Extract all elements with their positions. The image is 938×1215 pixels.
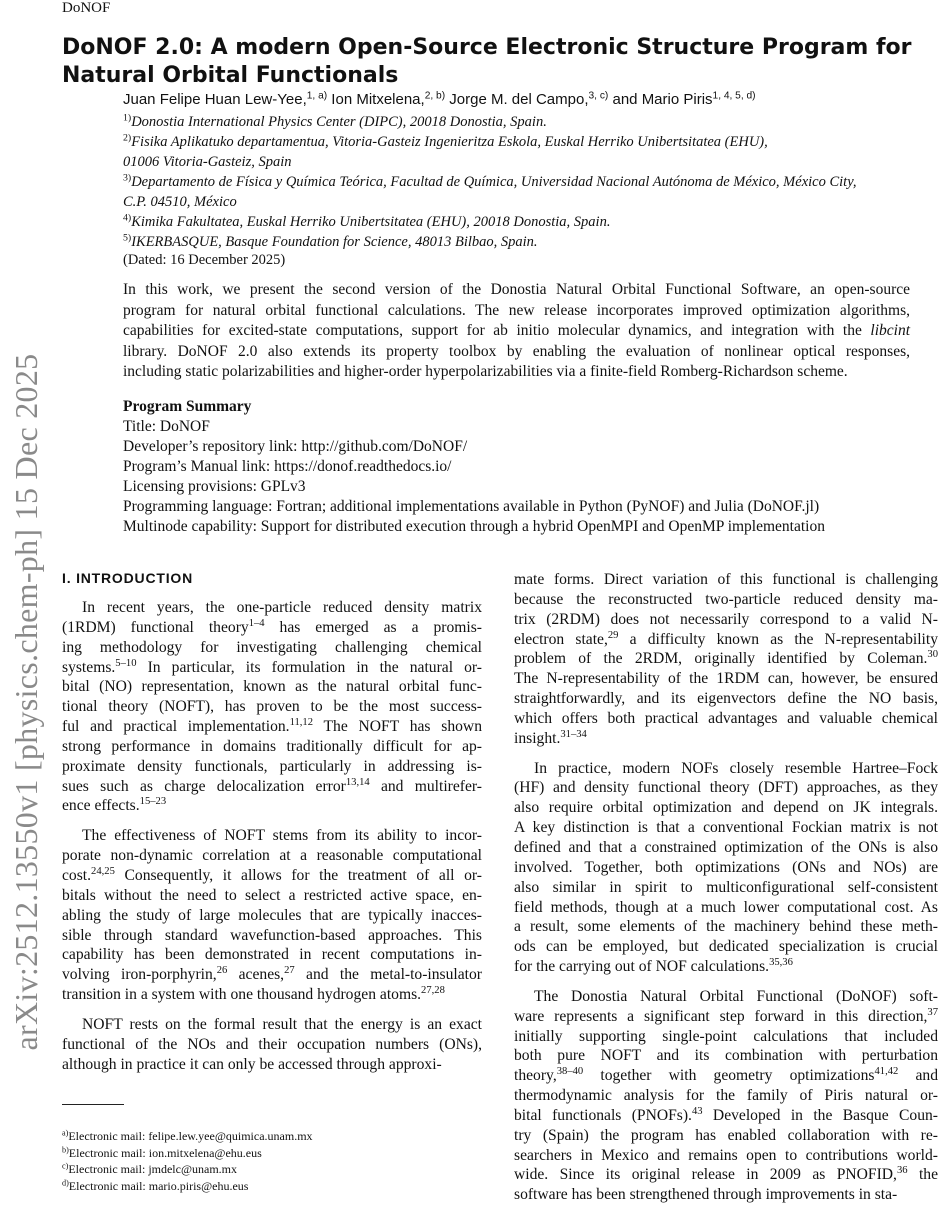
citation-superscript: 3) [123, 172, 132, 184]
summary-manual-link[interactable]: Program’s Manual link: https://donof.readthedocs.io/ [123, 458, 452, 475]
text-line: ing methodology for investigating challenging chemical [62, 638, 482, 656]
text-line: both pure NOFT and its combination with perturbation [514, 1047, 938, 1065]
summary-multinode: Multinode capability: Support for distributed execution through a hybrid OpenMPI and OpenMP implementation [123, 518, 825, 535]
text-line: electron state,$^{29}$ a difficulty known as the N-representability [514, 629, 938, 648]
paragraph [514, 987, 938, 1205]
text-line: capabilities for excited-state computations, support for ab initio molecular dynamics, and integration with the libcint [123, 322, 910, 339]
text-line: ware represents a significant step forward in this direction,$^{37}$ [514, 1006, 938, 1025]
footnote-rule [62, 1104, 124, 1105]
text-line: porate non-dynamic correlation at a reasonable computational [62, 847, 482, 865]
citation-superscript: 1, 4, 5, d) [712, 90, 756, 102]
text-line: because the reconstructed two-particle reduced density ma- [514, 590, 938, 608]
citation-superscript: 41,42 [874, 1066, 899, 1078]
summary-license: Licensing provisions: GPLv3 [123, 478, 306, 495]
text-line: strong performance in domains traditionally difficult for ap- [62, 737, 482, 755]
text-line: wide. Since its original release in 2009 as PNOFID,$^{36}$ the [514, 1165, 938, 1184]
footnote-email[interactable]: $^{b)}$Electronic mail: ion.mitxelena@ehu.eus [62, 1145, 262, 1160]
running-header: DoNOF [62, 0, 111, 16]
paragraph [514, 570, 938, 749]
citation-superscript: 4) [123, 212, 132, 224]
text-line: involved. Together, both optimizations (ONs and NOs) are [514, 858, 938, 876]
paper-title [62, 34, 912, 90]
citation-superscript: 37 [927, 1006, 938, 1018]
text-line: bitals without the need to select a restricted active space, en- [62, 886, 482, 904]
paragraph [62, 1015, 482, 1075]
text-line: sues such as charge delocalization error$^{13,14}$ and multirefer- [62, 776, 482, 795]
citation-superscript: 27,28 [421, 985, 445, 997]
citation-superscript: 35,36 [769, 957, 793, 969]
paragraph [62, 826, 482, 1005]
citation-superscript: 2) [123, 132, 132, 144]
text-line: sible through standard wavefunction-based approaches. This [62, 926, 482, 944]
text-line: capability has been demonstrated in recent computations in- [62, 946, 482, 964]
text-line: The effectiveness of NOFT stems from its ability to incor- [82, 827, 482, 845]
text-line: field methods, though at a much lower computational cost. As [514, 898, 938, 916]
text-line: software has been strengthened through improvements in sta- [514, 1186, 898, 1204]
text-line: (1RDM) functional theory$^{1-4}$ has emerged as a promis- [62, 618, 482, 636]
paragraph [62, 598, 482, 816]
text-line: theory,$^{38-40}$ together with geometry optimizations$^{41,42}$ and [514, 1066, 938, 1085]
citation-superscript: 13,14 [345, 776, 370, 788]
text-line: program for natural orbital functional calculations. The new release incorporates improved optimization algorithms, [123, 301, 910, 319]
footnote-email[interactable]: $^{c)}$Electronic mail: jmdelc@unam.mx [62, 1161, 238, 1176]
affiliation-line: $^{2)}$Fisika Aplikatuko departamentua, Vitoria-Gasteiz Ingenieritza Eskola, Euskal Herriko Unibertsitatea (EHU), [123, 132, 768, 150]
text-line: ods can be employed, but dedicated specialization is crucial [514, 938, 938, 956]
title-line: Natural Orbital Functionals [62, 63, 399, 88]
text-line: which offers both practical advantages and valuable chemical [514, 709, 938, 727]
text-line: cost.$^{24,25}$ Consequently, it allows for the treatment of all or- [62, 866, 482, 884]
text-line: tional theory (NOFT), has proven to be the most success- [62, 698, 482, 716]
citation-superscript: a) [62, 1128, 69, 1138]
affiliation-line: 01006 Vitoria-Gasteiz, Spain [123, 154, 292, 170]
program-summary [123, 397, 825, 537]
italic-term: libcint [870, 322, 910, 339]
text-line: although in practice it can only be accessed through approxi- [62, 1055, 442, 1073]
text-line: initially supporting single-point calculations that included [514, 1027, 938, 1045]
citation-superscript: c) [62, 1161, 69, 1171]
text-line: functional of the NOs and their occupation numbers (ONs), [62, 1035, 482, 1053]
abstract [123, 280, 910, 383]
citation-superscript: 30 [927, 649, 938, 661]
text-line: including static polarizabilities and higher-order hyperpolarizabilities via a finite-field Romberg-Richardson scheme. [123, 363, 848, 380]
citation-superscript: 26 [216, 965, 228, 977]
text-line: insight.$^{31-34}$ [514, 728, 587, 747]
text-line: bital functionals (PNOFs).$^{43}$ Developed in the Basque Coun- [514, 1106, 938, 1124]
citation-superscript: 2, b) [424, 90, 446, 102]
text-line: a result, some elements of the machinery behind these meth- [514, 918, 938, 936]
program-summary-heading: Program Summary [123, 398, 252, 415]
text-line: transition in a system with one thousand hydrogen atoms.$^{27,28}$ [62, 985, 445, 1004]
text-line: problem of the 2RDM, originally identified by Coleman.$^{30}$ [514, 649, 938, 668]
text-line: try (Spain) the program has enabled collaboration with re- [514, 1126, 938, 1144]
citation-superscript: b) [62, 1145, 69, 1155]
citation-superscript: d) [62, 1178, 69, 1188]
citation-superscript: 31–34 [560, 728, 587, 740]
footnote-email[interactable]: $^{d)}$Electronic mail: mario.piris@ehu.eus [62, 1178, 249, 1193]
citation-superscript: 24,25 [91, 866, 115, 878]
citation-superscript: 1, a) [306, 90, 328, 102]
text-line: ence effects.$^{15-23}$ [62, 796, 167, 815]
affiliation-line: $^{5)}$IKERBASQUE, Basque Foundation for Science, 48013 Bilbao, Spain. [123, 232, 538, 250]
affiliation-line: $^{1)}$Donostia International Physics Center (DIPC), 20018 Donostia, Spain. [123, 112, 547, 130]
text-line: abling the study of large molecules that are typically inacces- [62, 906, 482, 924]
text-line: systems.$^{5-10}$ In particular, its formulation in the natural or- [62, 657, 482, 676]
citation-superscript: 15–23 [139, 796, 167, 808]
left-column [62, 598, 482, 1084]
citation-superscript: 5–10 [115, 657, 137, 669]
text-line: library. DoNOF 2.0 also extends its property toolbox by enabling the evaluation of nonlinear optical responses, [123, 342, 910, 360]
text-line: The N-representability of the 1RDM can, however, be ensured [514, 670, 938, 688]
footnotes [62, 1128, 313, 1194]
citation-superscript: 36 [896, 1165, 908, 1177]
footnote-email[interactable]: $^{a)}$Electronic mail: felipe.lew.yee@quimica.unam.mx [62, 1128, 313, 1143]
citation-superscript: 38–40 [556, 1066, 584, 1078]
affiliation-line: $^{3)}$Departamento de Física y Química Teórica, Facultad de Química, Universidad Nacional Autónoma de México, México City, [123, 172, 857, 190]
paragraph [514, 759, 938, 977]
arxiv-identifier-stamp[interactable]: arXiv:2512.13550v1 [physics.chem-ph] 15 Dec 2025 [8, 353, 44, 1051]
text-line: In this work, we present the second version of the Donostia Natural Orbital Functional Software, an open-source [123, 281, 910, 298]
citation-superscript: 3, c) [588, 90, 609, 102]
summary-title: Title: DoNOF [123, 418, 210, 435]
text-line: ful and practical implementation.$^{11,12}$ The NOFT has shown [62, 717, 482, 736]
text-line: NOFT rests on the formal result that the energy is an exact [82, 1015, 482, 1033]
citation-superscript: 1) [123, 112, 132, 124]
citation-superscript: 27 [284, 965, 295, 977]
text-line: (HF) and density functional theory (DFT) approaches, as they [514, 779, 938, 797]
title-line: DoNOF 2.0: A modern Open-Source Electronic Structure Program for [62, 35, 912, 60]
text-line: also similar in spirit to multiconfigurational self-consistent [514, 878, 938, 896]
citation-superscript: 11,12 [289, 717, 314, 729]
affiliation-line: $^{4)}$Kimika Fakultatea, Euskal Herriko Unibertsitatea (EHU), 20018 Donostia, Spain. [123, 212, 611, 230]
citation-superscript: 1–4 [248, 618, 265, 630]
right-column [514, 570, 938, 1215]
text-line: The Donostia Natural Orbital Functional (DoNOF) soft- [534, 987, 938, 1005]
text-line: searchers in Mexico and remains open to contributions world- [514, 1146, 938, 1164]
text-line: thermodynamic analysis for the family of Piris natural or- [514, 1087, 938, 1105]
author-list: Juan Felipe Huan Lew-Yee,$^{1, a)}$ Ion Mitxelena,$^{2, b)}$ Jorge M. del Campo,$^{3, c)}$ and Mario Piris$^{1, 4, 5, d)}$ [123, 90, 756, 108]
summary-repository-link[interactable]: Developer’s repository link: http://github.com/DoNOF/ [123, 438, 468, 455]
affiliation-line: C.P. 04510, México [123, 194, 237, 210]
text-line: volving iron-porphyrin,$^{26}$ acenes,$^{27}$ and the metal-to-insulator [62, 965, 482, 984]
citation-superscript: 29 [607, 629, 619, 641]
text-line: defined and that a constrained optimization of the ONs is also [514, 838, 938, 856]
citation-superscript: 5) [123, 232, 132, 244]
text-line: A key distinction is that a conventional Fockian matrix is not [514, 819, 938, 837]
text-line: bital (NO) representation, known as the natural orbital func- [62, 678, 482, 696]
text-line: proximate density functionals, particularly in addressing is- [62, 757, 482, 775]
text-line: also require orbital optimization and depend on JK integrals. [514, 799, 938, 817]
citation-superscript: 43 [691, 1106, 703, 1118]
dated-line: (Dated: 16 December 2025) [123, 252, 286, 268]
affiliations [123, 112, 856, 252]
text-line: In recent years, the one-particle reduced density matrix [82, 599, 482, 616]
text-line: In practice, modern NOFs closely resemble Hartree–Fock [534, 759, 938, 777]
text-line: mate forms. Direct variation of this functional is challenging [514, 571, 938, 588]
text-line: straightforwardly, and its eigenvectors define the NO basis, [514, 690, 938, 708]
text-line: trix (2RDM) does not necessarily correspond to a valid N- [514, 610, 938, 628]
text-line: for the carrying out of NOF calculations.$^{35,36}$ [514, 957, 793, 976]
section-heading-introduction: I. INTRODUCTION [62, 570, 193, 586]
summary-language: Programming language: Fortran; additional implementations available in Python (PyNOF) and Julia (DoNOF.jl) [123, 498, 820, 515]
